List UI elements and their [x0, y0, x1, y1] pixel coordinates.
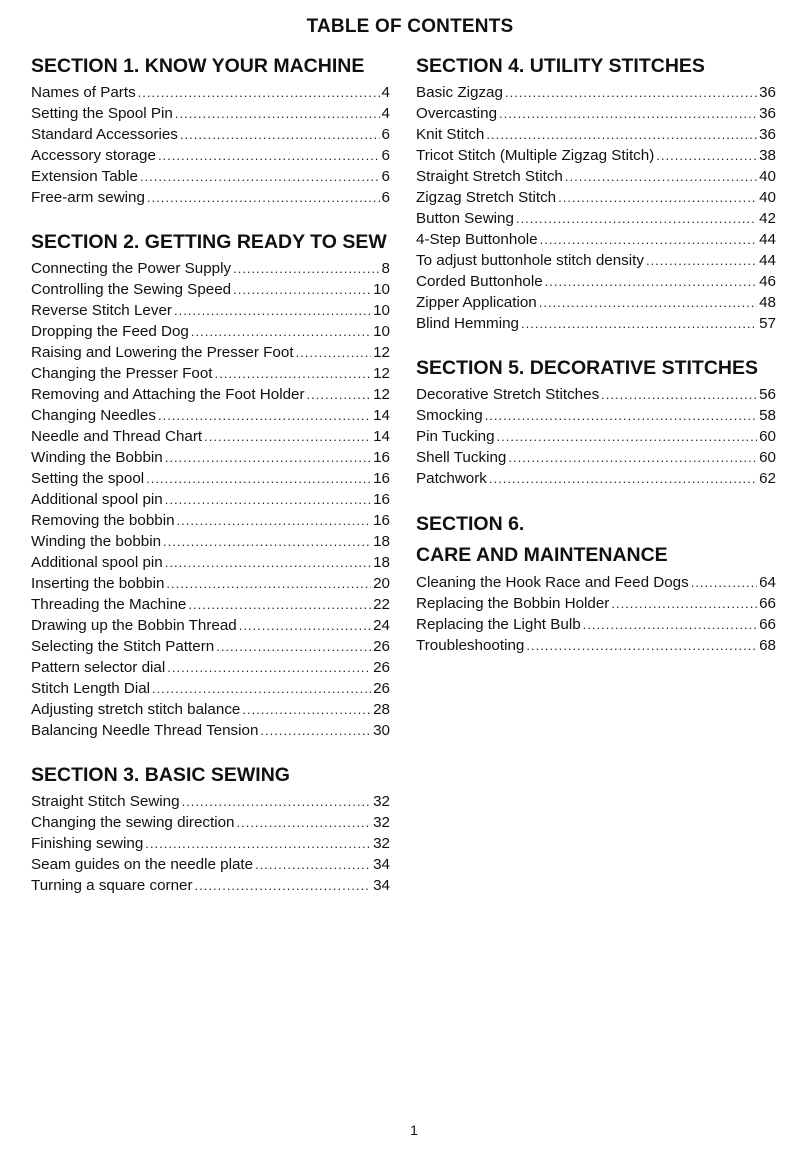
toc-entry: [416, 145, 776, 166]
toc-entry-page: 18: [373, 554, 390, 571]
dot-leader: [138, 82, 380, 103]
toc-entry: [31, 720, 390, 741]
toc-entry: [31, 657, 390, 678]
toc-section-4: [416, 53, 776, 334]
toc-entry-title: Replacing the Bobbin Holder: [416, 595, 610, 612]
toc-entry: [416, 468, 776, 489]
toc-entry-page: 32: [373, 793, 390, 810]
toc-entry-page: 40: [759, 168, 776, 185]
toc-entry-title: Winding the bobbin: [31, 533, 162, 550]
toc-section-6: [416, 510, 776, 656]
toc-entry-title: Tricot Stitch (Multiple Zigzag Stitch): [416, 147, 655, 164]
toc-entry-title: Setting the Spool Pin: [31, 105, 173, 122]
toc-entry-title: Seam guides on the needle plate: [31, 856, 254, 873]
dot-leader: [233, 279, 371, 300]
toc-entry: [31, 342, 390, 363]
toc-entry: [31, 510, 390, 531]
toc-entry-title: To adjust buttonhole stitch density: [416, 252, 644, 269]
toc-entry: [31, 82, 390, 103]
toc-entry-title: Dropping the Feed Dog: [31, 323, 189, 340]
toc-entry-page: 26: [373, 680, 390, 697]
toc-entry-title: Needle and Thread Chart: [31, 428, 203, 445]
dot-leader: [296, 342, 372, 363]
toc-entry: [31, 166, 390, 187]
dot-leader: [191, 321, 371, 342]
toc-entry-title: Adjusting stretch stitch balance: [31, 701, 241, 718]
toc-entry-page: 16: [373, 470, 390, 487]
toc-entry: [31, 124, 390, 145]
toc-entry-title: Removing and Attaching the Foot Holder: [31, 386, 305, 403]
dot-leader: [158, 405, 371, 426]
dot-leader: [539, 292, 757, 313]
toc-entry-page: 62: [759, 470, 776, 487]
toc-entry-page: 6: [381, 126, 390, 143]
toc-entry: [31, 426, 390, 447]
dot-leader: [204, 426, 371, 447]
toc-entry-page: 24: [373, 617, 390, 634]
dot-leader: [242, 699, 371, 720]
toc-entry-title: Button Sewing: [416, 210, 514, 227]
toc-entry-page: 36: [759, 126, 776, 143]
toc-entry-title: Changing the Presser Foot: [31, 365, 213, 382]
dot-leader: [307, 384, 372, 405]
toc-entry-page: 4: [381, 105, 390, 122]
toc-entry-title: Connecting the Power Supply: [31, 260, 232, 277]
toc-entry-page: 8: [381, 260, 390, 277]
toc-entry-page: 46: [759, 273, 776, 290]
toc-entry-page: 10: [373, 281, 390, 298]
toc-entry: [31, 875, 390, 896]
dot-leader: [182, 791, 372, 812]
dot-leader: [180, 124, 380, 145]
toc-entry-page: 18: [373, 533, 390, 550]
toc-entry: [31, 636, 390, 657]
toc-entry-page: 20: [373, 575, 390, 592]
toc-entry-title: Replacing the Light Bulb: [416, 616, 581, 633]
toc-entry-title: Changing Needles: [31, 407, 156, 424]
toc-entry: [31, 321, 390, 342]
dot-leader: [147, 187, 380, 208]
toc-entry-page: 16: [373, 512, 390, 529]
toc-entry-title: Overcasting: [416, 105, 498, 122]
toc-entry-title: Additional spool pin: [31, 491, 163, 508]
toc-entry: [416, 384, 776, 405]
dot-leader: [255, 854, 371, 875]
dot-leader: [233, 258, 379, 279]
toc-entry: [416, 187, 776, 208]
toc-entry-title: Straight Stitch Sewing: [31, 793, 180, 810]
toc-entry: [31, 833, 390, 854]
toc-entry-page: 66: [759, 595, 776, 612]
dot-leader: [558, 187, 757, 208]
toc-entry-title: Corded Buttonhole: [416, 273, 543, 290]
toc-entry: [31, 405, 390, 426]
toc-entry-title: Finishing sewing: [31, 835, 144, 852]
toc-entry: [31, 447, 390, 468]
dot-leader: [646, 250, 757, 271]
dot-leader: [486, 124, 757, 145]
toc-entry: [416, 614, 776, 635]
toc-entry: [31, 145, 390, 166]
toc-entry-page: 38: [759, 147, 776, 164]
toc-section-1: [31, 53, 390, 208]
toc-entry-page: 28: [373, 701, 390, 718]
toc-entry: [31, 854, 390, 875]
toc-entry-page: 12: [373, 365, 390, 382]
toc-entry: [416, 250, 776, 271]
toc-entry-page: 4: [381, 84, 390, 101]
toc-entry-title: Reverse Stitch Lever: [31, 302, 172, 319]
toc-entry: [31, 678, 390, 699]
dot-leader: [195, 875, 372, 896]
toc-entry-title: Straight Stretch Stitch: [416, 168, 563, 185]
toc-entry-title: Names of Parts: [31, 84, 136, 101]
dot-leader: [489, 468, 757, 489]
dot-leader: [565, 166, 757, 187]
toc-entry: [31, 552, 390, 573]
toc-entry-page: 60: [759, 449, 776, 466]
dot-leader: [216, 636, 371, 657]
toc-entry-title: Controlling the Sewing Speed: [31, 281, 232, 298]
dot-leader: [175, 103, 380, 124]
toc-entry: [31, 363, 390, 384]
dot-leader: [516, 208, 757, 229]
toc-entry-title: Troubleshooting: [416, 637, 525, 654]
toc-entry: [31, 468, 390, 489]
toc-section-3: [31, 762, 390, 896]
toc-entry-page: 16: [373, 491, 390, 508]
toc-entry: [31, 594, 390, 615]
dot-leader: [177, 510, 372, 531]
toc-entry: [31, 615, 390, 636]
toc-entry: [31, 279, 390, 300]
toc-entry-page: 32: [373, 814, 390, 831]
toc-right-column: [416, 53, 776, 677]
toc-entry-page: 12: [373, 344, 390, 361]
toc-entry: [416, 124, 776, 145]
toc-entry-page: 36: [759, 84, 776, 101]
toc-entry-title: Additional spool pin: [31, 554, 163, 571]
toc-entry: [31, 489, 390, 510]
toc-entry-title: 4-Step Buttonhole: [416, 231, 538, 248]
dot-leader: [601, 384, 757, 405]
dot-leader: [540, 229, 758, 250]
toc-entry-page: 14: [373, 428, 390, 445]
dot-leader: [165, 489, 371, 510]
dot-leader: [521, 313, 757, 334]
toc-entry-page: 48: [759, 294, 776, 311]
dot-leader: [174, 300, 371, 321]
toc-entry-page: 14: [373, 407, 390, 424]
toc-entry-title: Changing the sewing direction: [31, 814, 235, 831]
toc-entry: [416, 426, 776, 447]
section-heading: SECTION 2. GETTING READY TO SEW: [31, 231, 387, 253]
toc-entry-page: 22: [373, 596, 390, 613]
dot-leader: [239, 615, 371, 636]
toc-entry-page: 66: [759, 616, 776, 633]
toc-section-5: [416, 355, 776, 489]
dot-leader: [485, 405, 757, 426]
toc-entry-title: Setting the spool: [31, 470, 145, 487]
toc-entry-title: Threading the Machine: [31, 596, 187, 613]
toc-entry-page: 16: [373, 449, 390, 466]
toc-entry-page: 34: [373, 856, 390, 873]
dot-leader: [611, 593, 757, 614]
toc-entry-title: Stitch Length Dial: [31, 680, 151, 697]
toc-entry-title: Selecting the Stitch Pattern: [31, 638, 215, 655]
toc-entry-title: Pattern selector dial: [31, 659, 166, 676]
toc-entry: [416, 208, 776, 229]
toc-entry-title: Turning a square corner: [31, 877, 193, 894]
section-heading: SECTION 5. DECORATIVE STITCHES: [416, 357, 759, 379]
toc-entry-title: Inserting the bobbin: [31, 575, 165, 592]
toc-entry: [31, 384, 390, 405]
toc-entry: [31, 812, 390, 833]
toc-entry-page: 60: [759, 428, 776, 445]
dot-leader: [145, 833, 371, 854]
section-heading-line-1: SECTION 6.: [416, 513, 525, 535]
dot-leader: [656, 145, 757, 166]
toc-entry-title: Shell Tucking: [416, 449, 507, 466]
toc-entry-title: Smocking: [416, 407, 483, 424]
dot-leader: [236, 812, 371, 833]
toc-entry: [31, 187, 390, 208]
toc-entry-page: 6: [381, 147, 390, 164]
toc-entry-title: Winding the Bobbin: [31, 449, 163, 466]
toc-entry-page: 42: [759, 210, 776, 227]
toc-entry: [416, 405, 776, 426]
toc-entry-page: 12: [373, 386, 390, 403]
toc-entry-title: Knit Stitch: [416, 126, 485, 143]
toc-entry-page: 10: [373, 302, 390, 319]
dot-leader: [165, 552, 371, 573]
toc-entry: [31, 573, 390, 594]
toc-entry: [416, 229, 776, 250]
dot-leader: [140, 166, 380, 187]
toc-entry-title: Basic Zigzag: [416, 84, 503, 101]
toc-entry-page: 57: [759, 315, 776, 332]
toc-entry-page: 6: [381, 168, 390, 185]
toc-entry-title: Extension Table: [31, 168, 138, 185]
toc-entry-page: 26: [373, 638, 390, 655]
page-number: 1: [410, 1122, 418, 1138]
dot-leader: [497, 426, 758, 447]
toc-entry-page: 44: [759, 252, 776, 269]
dot-leader: [583, 614, 757, 635]
section-heading: SECTION 3. BASIC SEWING: [31, 764, 290, 786]
toc-entry-page: 36: [759, 105, 776, 122]
toc-entry: [31, 258, 390, 279]
toc-entry: [416, 635, 776, 656]
toc-entry: [31, 791, 390, 812]
dot-leader: [152, 678, 371, 699]
dot-leader: [146, 468, 371, 489]
toc-entry: [416, 103, 776, 124]
dot-leader: [165, 447, 371, 468]
toc-entry-page: 68: [759, 637, 776, 654]
toc-entry-page: 40: [759, 189, 776, 206]
toc-section-2: [31, 229, 390, 741]
dot-leader: [167, 657, 371, 678]
dot-leader: [508, 447, 757, 468]
toc-entry: [31, 103, 390, 124]
dot-leader: [163, 531, 371, 552]
toc-entry: [416, 313, 776, 334]
dot-leader: [188, 594, 371, 615]
toc-entry-title: Drawing up the Bobbin Thread: [31, 617, 237, 634]
toc-entry-title: Free-arm sewing: [31, 189, 145, 206]
toc-entry: [416, 593, 776, 614]
toc-entry-title: Standard Accessories: [31, 126, 178, 143]
toc-entry-page: 26: [373, 659, 390, 676]
toc-entry-page: 10: [373, 323, 390, 340]
toc-entry-page: 34: [373, 877, 390, 894]
toc-entry-page: 30: [373, 722, 390, 739]
toc-entry-title: Cleaning the Hook Race and Feed Dogs: [416, 574, 689, 591]
toc-entry-page: 32: [373, 835, 390, 852]
toc-entry-title: Accessory storage: [31, 147, 156, 164]
dot-leader: [166, 573, 371, 594]
toc-left-column: [31, 53, 390, 917]
toc-entry-title: Zipper Application: [416, 294, 537, 311]
toc-entry-page: 44: [759, 231, 776, 248]
page-title: TABLE OF CONTENTS: [306, 16, 514, 37]
toc-entry: [416, 82, 776, 103]
toc-entry-title: Removing the bobbin: [31, 512, 175, 529]
toc-entry: [416, 292, 776, 313]
toc-entry-title: Decorative Stretch Stitches: [416, 386, 600, 403]
toc-entry-title: Patchwork: [416, 470, 487, 487]
dot-leader: [215, 363, 372, 384]
toc-entry: [416, 572, 776, 593]
toc-entry-title: Balancing Needle Thread Tension: [31, 722, 259, 739]
dot-leader: [526, 635, 757, 656]
section-heading-line-2: CARE AND MAINTENANCE: [416, 544, 668, 566]
toc-entry: [31, 699, 390, 720]
toc-entry-title: Zigzag Stretch Stitch: [416, 189, 557, 206]
toc-entry: [416, 447, 776, 468]
toc-entry: [31, 300, 390, 321]
section-heading: SECTION 4. UTILITY STITCHES: [416, 55, 705, 77]
dot-leader: [505, 82, 757, 103]
toc-entry-page: 58: [759, 407, 776, 424]
section-heading: SECTION 1. KNOW YOUR MACHINE: [31, 55, 365, 77]
dot-leader: [691, 572, 757, 593]
toc-entry: [31, 531, 390, 552]
toc-entry: [416, 271, 776, 292]
toc-entry-page: 64: [759, 574, 776, 591]
toc-entry-title: Raising and Lowering the Presser Foot: [31, 344, 294, 361]
dot-leader: [545, 271, 757, 292]
toc-entry-page: 6: [381, 189, 390, 206]
dot-leader: [499, 103, 757, 124]
toc-entry-title: Blind Hemming: [416, 315, 519, 332]
toc-entry-title: Pin Tucking: [416, 428, 495, 445]
toc-entry-page: 56: [759, 386, 776, 403]
dot-leader: [260, 720, 371, 741]
toc-entry: [416, 166, 776, 187]
dot-leader: [158, 145, 380, 166]
